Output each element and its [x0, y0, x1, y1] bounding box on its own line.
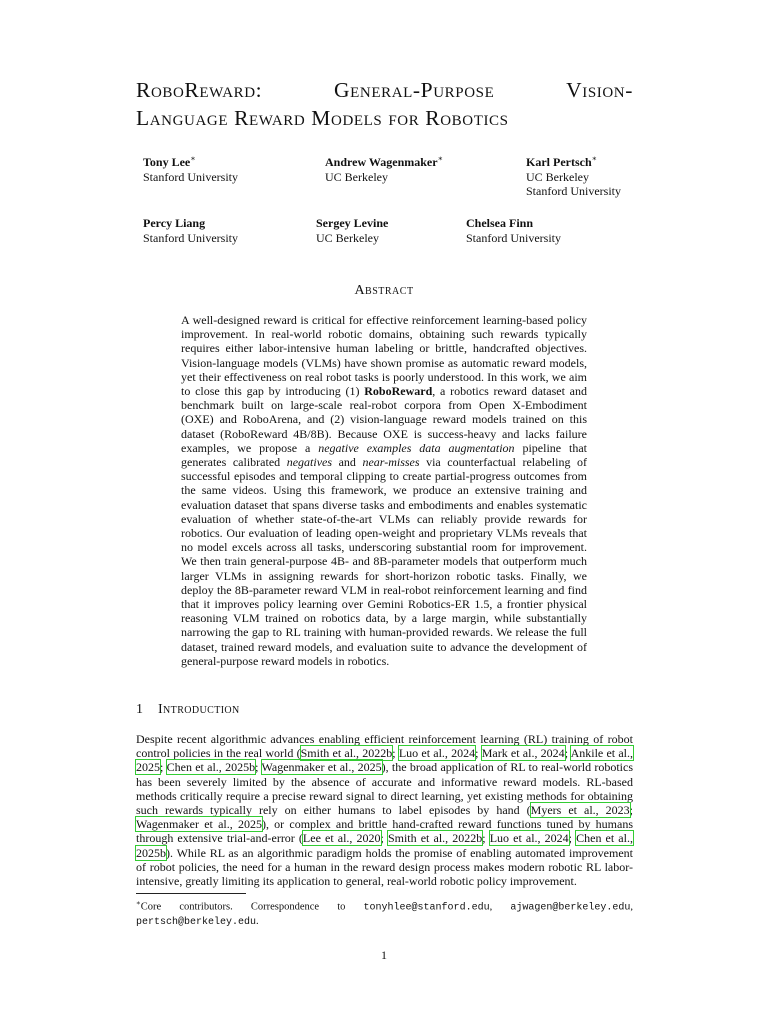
citation-link[interactable]: Chen et al., 2025b [166, 760, 256, 775]
citation-link[interactable]: Smith et al., 2022b [387, 831, 483, 846]
author-affiliation: Stanford University [143, 230, 238, 245]
abstract-body [181, 313, 587, 668]
text-run: ; [380, 831, 388, 846]
text-run: ; [568, 831, 577, 846]
author-affiliation: UC Berkeley [526, 169, 589, 184]
author-block-5 [316, 216, 388, 245]
text-run: ; [255, 760, 262, 775]
section-heading-introduction [136, 702, 240, 718]
section-title: Introduction [158, 702, 240, 717]
author-affiliation: UC Berkeley [316, 230, 379, 245]
author-name: Tony Lee∗ [143, 154, 196, 169]
abstract-heading: Abstract [354, 283, 414, 298]
author-block-2 [325, 152, 443, 184]
page-number: 1 [381, 948, 387, 962]
text-run: via counterfactual relabeling of successful episodes and temporal clipping to create partial-progress outcomes from the same videos. Using this framework, we produce an extensive training and evaluation dataset that spans diverse tasks and embodiments and enables systematic evaluation of whether state-of-the-art VLMs can reliably provide rewards for robotics. Our evaluation of leading open-weight and proprietary VLMs reveals that no model excels across all tasks, underscoring substantial room for improvement. We then train general-purpose 4B- and 8B-parameter models that outperform much larger VLMs in assigning rewards for short-horizon robotic tasks. Finally, we deploy the 8B-parameter reward VLM in real-robot reinforcement learning and find that it improves policy learning over Gemini Robotics-ER 1.5, a frontier physical reasoning VLM trained on robotics data, by a large margin, while substantially narrowing the gap to RL training with human-provided rewards. We release the full dataset, trained reward models, and evaluation suite to advance the development of general-purpose reward models in robotics. [181, 455, 587, 668]
email-link-andrew[interactable]: ajwagen@berkeley.edu [510, 902, 631, 914]
email-link-karl[interactable]: pertsch@berkeley.edu [136, 916, 257, 928]
text-run: ; [475, 746, 482, 761]
text-run: ), the broad application of RL to real-world robotics has been severely limited by the absence of accurate and informative reward models. RL-based methods critically require a precise reward signal to direct learning, yet existing methods for obtaining such rewards typically rely on either humans to label episodes by hand ( [136, 760, 633, 818]
bold-term: RoboReward [364, 384, 433, 399]
section-number: 1 [136, 702, 144, 717]
text-run: ). While RL as an algorithmic paradigm holds the promise of enabling automated improvement of robot policies, the need for a human in the reward design process makes modern robotic RL labor-intensive, greatly limiting its application to general, real-world robotic policy improvement. [136, 845, 633, 889]
citation-link[interactable]: Chen et al., 2025b [136, 831, 633, 860]
title-word-3: Vision- [566, 78, 633, 102]
author-affiliation: UC Berkeley [325, 169, 388, 184]
citation-link[interactable]: Luo et al., 2024 [489, 831, 569, 846]
separator: , [630, 901, 634, 913]
citation-link[interactable]: Smith et al., 2022b [300, 746, 393, 761]
footnote-divider [136, 893, 246, 894]
text-run: pipeline that generates calibrated [181, 440, 587, 470]
text-run: ; [629, 803, 634, 818]
author-name: Andrew Wagenmaker∗ [325, 154, 443, 169]
title-word-2: General-Purpose [334, 78, 495, 102]
introduction-body [136, 732, 633, 888]
title-line-2: Language Reward Models for Robotics [136, 106, 509, 130]
footnote [136, 897, 633, 929]
author-block-4 [143, 216, 238, 245]
text-run: A well-designed reward is critical for effective reinforcement learning-based policy improvement. In real-world robotic domains, obtaining such rewards typically requires either labor-intensive human labeling or brittle, handcrafted objectives. Vision-language models (VLMs) have shown promise as automatic reward models, yet their effectiveness on real robot tasks is poorly understood. In this work, we aim to close this gap by introducing (1) [181, 313, 587, 399]
email-link-tony[interactable]: tonyhlee@stanford.edu [363, 902, 490, 914]
author-block-1 [143, 152, 238, 184]
author-name: Karl Pertsch∗ [526, 154, 598, 169]
author-block-6 [466, 216, 561, 245]
citation-link[interactable]: Lee et al., 2020 [302, 831, 381, 846]
period: . [256, 915, 259, 927]
title-word-1: RoboReward: [136, 78, 263, 102]
citation-link[interactable]: Luo et al., 2024 [398, 746, 476, 761]
text-run: and [332, 455, 363, 470]
text-run: ; [564, 746, 571, 761]
author-affiliation: Stanford University [466, 230, 561, 245]
text-run: ; [482, 831, 490, 846]
text-run: ; [160, 760, 167, 775]
text-run: ), or complex and brittle hand-crafted reward functions tuned by humans through extensive trial-and-error ( [136, 817, 633, 846]
paper-title [136, 76, 633, 132]
author-affiliation: Stanford University [143, 169, 238, 184]
author-affiliation: Stanford University [526, 184, 621, 198]
citation-link[interactable]: Wagenmaker et al., 2025 [136, 817, 262, 832]
citation-link[interactable]: Ankile et al., 2025 [136, 746, 634, 775]
italic-term: near-misses [362, 455, 420, 470]
citation-link[interactable]: Wagenmaker et al., 2025 [261, 760, 382, 775]
citation-link[interactable]: Myers et al., 2023 [530, 803, 630, 818]
author-name: Chelsea Finn [466, 216, 534, 230]
text-run: ; [392, 746, 399, 761]
citation-link[interactable]: Mark et al., 2024 [481, 746, 565, 761]
separator: , [489, 901, 511, 913]
text-run: Despite recent algorithmic advances enabling efficient reinforcement learning (RL) training of robot control policies in the real world ( [136, 732, 633, 761]
author-name: Sergey Levine [316, 216, 389, 230]
author-name: Percy Liang [143, 216, 206, 230]
footnote-mark: ∗ [136, 899, 141, 907]
italic-term: negative examples data augmentation [318, 440, 515, 455]
text-run: , a robotics reward dataset and benchmark built on large-scale real-robot corpora from Open X-Embodiment (OXE) and RoboArena, and (2) vision-language reward models trained on this dataset (RoboReward 4B/8B). Because OXE is success-heavy and lacks failure examples, we propose a [181, 384, 587, 455]
footnote-text: Core contributors. Correspondence to [140, 901, 364, 913]
italic-term: negatives [286, 455, 333, 470]
author-block-3 [526, 152, 621, 199]
